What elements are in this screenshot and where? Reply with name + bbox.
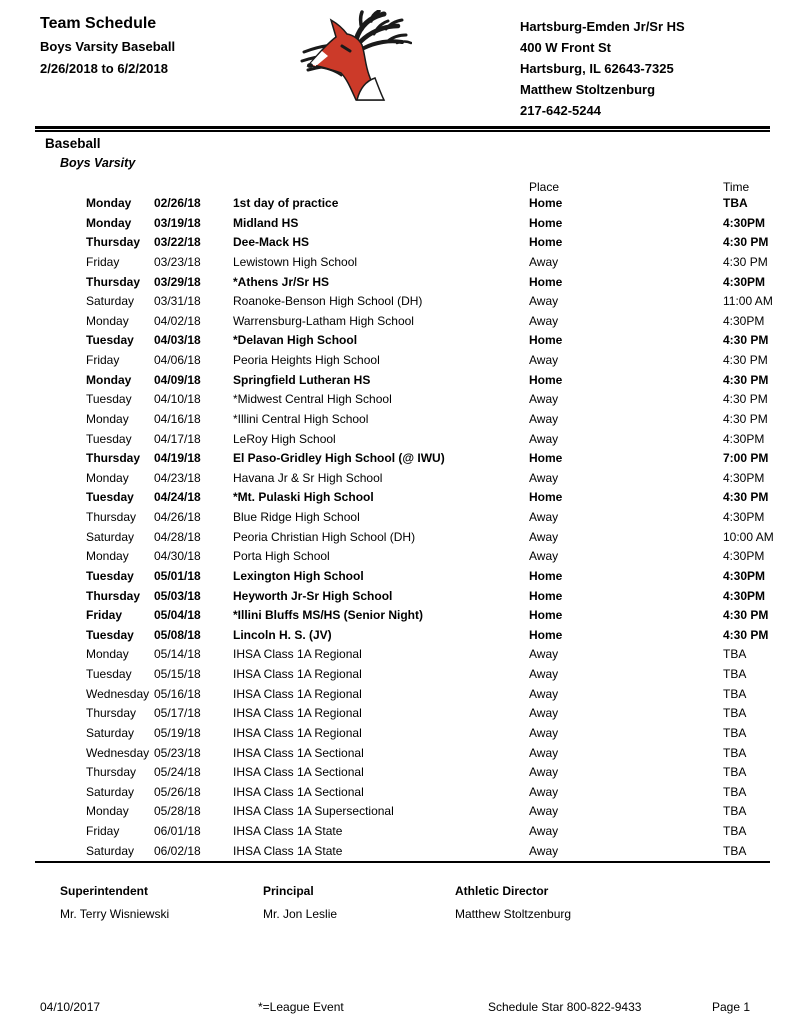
table-row <box>35 783 800 803</box>
row-day-cell: Wednesday <box>86 745 150 760</box>
row-place-cell: Away <box>529 824 559 838</box>
table-row <box>35 645 800 665</box>
row-event-cell: IHSA Class 1A Regional <box>233 647 362 662</box>
row-date-cell: 05/14/18 <box>154 647 201 662</box>
row-time-cell: TBA <box>723 647 747 662</box>
row-day-cell: Monday <box>86 196 132 210</box>
table-row <box>35 410 800 430</box>
row-place-cell: Away <box>529 313 559 328</box>
row-place-cell: Away <box>529 411 559 426</box>
table-row <box>35 312 800 332</box>
row-time-cell: TBA <box>723 843 747 858</box>
row-date-cell: 05/16/18 <box>154 686 201 701</box>
row-event-cell: Lewistown High School <box>233 254 358 269</box>
row-date-cell: 05/04/18 <box>154 608 201 623</box>
row-time-cell: TBA <box>723 784 747 799</box>
row-date-cell: 05/28/18 <box>154 804 201 819</box>
table-row <box>35 430 800 450</box>
row-day-cell: Monday <box>86 313 129 328</box>
table-row <box>35 331 800 351</box>
footer-page-number: Page 1 <box>712 1000 751 1014</box>
row-day-cell: Monday <box>86 215 132 230</box>
row-date-cell: 04/19/18 <box>154 451 201 466</box>
row-time-cell: 4:30 PM <box>723 372 769 387</box>
row-time-cell: TBA <box>723 824 747 838</box>
table-row <box>35 842 800 862</box>
row-day-cell: Saturday <box>86 529 135 544</box>
table-row <box>35 724 800 744</box>
row-time-cell: 7:00 PM <box>723 451 769 466</box>
row-date-cell: 02/26/18 <box>154 196 201 210</box>
row-place-cell: Away <box>529 294 559 309</box>
footer-vendor: Schedule Star 800-822-9433 <box>488 1000 642 1014</box>
level-title: Boys Varsity <box>60 156 136 170</box>
row-time-cell: 4:30PM <box>723 470 765 485</box>
row-time-cell: TBA <box>723 745 747 760</box>
row-event-cell: Roanoke-Benson High School (DH) <box>233 294 423 309</box>
row-date-cell: 04/10/18 <box>154 392 201 407</box>
sport-title: Baseball <box>45 136 101 151</box>
row-day-cell: Tuesday <box>86 431 132 446</box>
table-row <box>35 488 800 508</box>
row-day-cell: Friday <box>86 353 120 367</box>
table-row <box>35 802 800 822</box>
row-place-cell: Away <box>529 647 559 662</box>
row-place-cell: Home <box>529 451 563 466</box>
row-event-cell: El Paso-Gridley High School (@ IWU) <box>233 451 445 466</box>
row-place-cell: Home <box>529 588 563 603</box>
row-event-cell: Springfield Lutheran HS <box>233 372 371 387</box>
table-row <box>35 508 800 528</box>
row-place-cell: Away <box>529 549 559 564</box>
row-date-cell: 04/24/18 <box>154 490 201 505</box>
row-date-cell: 05/03/18 <box>154 588 201 603</box>
official-principal <box>263 884 337 921</box>
row-place-cell: Away <box>529 254 559 269</box>
row-event-cell: IHSA Class 1A Regional <box>233 667 362 681</box>
row-date-cell: 05/26/18 <box>154 784 201 799</box>
row-day-cell: Monday <box>86 647 129 662</box>
row-event-cell: *Delavan High School <box>233 333 358 348</box>
table-row <box>35 214 800 234</box>
row-place-cell: Away <box>529 392 559 407</box>
table-row <box>35 351 800 371</box>
row-time-cell: TBA <box>723 686 747 701</box>
footer-generated-date: 04/10/2017 <box>40 1000 101 1014</box>
col-place-header: Place <box>529 180 560 194</box>
col-day-header <box>86 180 154 194</box>
row-event-cell: IHSA Class 1A Sectional <box>233 765 364 780</box>
row-day-cell: Saturday <box>86 843 135 858</box>
official-name: Mr. Terry Wisniewski <box>60 907 170 921</box>
table-row <box>35 528 800 548</box>
row-place-cell: Home <box>529 274 563 289</box>
row-place-cell: Away <box>529 353 559 367</box>
row-event-cell: Lincoln H. S. (JV) <box>233 627 332 642</box>
table-row <box>35 704 800 724</box>
row-event-cell: *Illini Central High School <box>233 411 369 426</box>
table-row <box>35 567 800 587</box>
row-date-cell: 05/23/18 <box>154 745 201 760</box>
row-date-cell: 04/30/18 <box>154 549 201 564</box>
row-date-cell: 03/19/18 <box>154 215 201 230</box>
team-subtitle: Boys Varsity Baseball <box>40 39 176 54</box>
row-date-cell: 04/02/18 <box>154 313 201 328</box>
row-time-cell: TBA <box>723 667 747 681</box>
table-row <box>35 587 800 607</box>
table-row <box>35 822 800 842</box>
row-time-cell: 4:30PM <box>723 313 765 328</box>
row-event-cell: Peoria Heights High School <box>233 353 380 367</box>
row-place-cell: Away <box>529 706 559 721</box>
row-day-cell: Thursday <box>86 765 137 780</box>
row-day-cell: Monday <box>86 470 129 485</box>
row-date-cell: 06/02/18 <box>154 843 201 858</box>
row-place-cell: Away <box>529 529 559 544</box>
row-event-cell: IHSA Class 1A State <box>233 843 343 858</box>
row-day-cell: Thursday <box>86 451 141 466</box>
row-time-cell: 4:30 PM <box>723 490 769 505</box>
row-date-cell: 03/31/18 <box>154 294 201 309</box>
table-row <box>35 449 800 469</box>
row-event-cell: Dee-Mack HS <box>233 235 310 250</box>
row-event-cell: Porta High School <box>233 549 330 564</box>
row-place-cell: Away <box>529 470 559 485</box>
row-day-cell: Tuesday <box>86 667 132 681</box>
row-date-cell: 04/28/18 <box>154 529 201 544</box>
row-place-cell: Home <box>529 372 563 387</box>
row-day-cell: Tuesday <box>86 333 134 348</box>
table-row <box>35 547 800 567</box>
row-date-cell: 05/15/18 <box>154 667 201 681</box>
row-time-cell: TBA <box>723 725 747 740</box>
row-place-cell: Home <box>529 627 563 642</box>
footer-league-legend: *=League Event <box>258 1000 344 1014</box>
row-place-cell: Away <box>529 804 559 819</box>
row-place-cell: Away <box>529 510 559 524</box>
table-row <box>35 233 800 253</box>
row-place-cell: Home <box>529 333 563 348</box>
row-event-cell: IHSA Class 1A Supersectional <box>233 804 394 819</box>
row-event-cell: Heyworth Jr-Sr High School <box>233 588 393 603</box>
contact-name: Matthew Stoltzenburg <box>520 82 656 97</box>
row-event-cell: IHSA Class 1A Sectional <box>233 745 364 760</box>
table-row <box>35 606 800 626</box>
row-event-cell: Havana Jr & Sr High School <box>233 470 383 485</box>
row-day-cell: Friday <box>86 254 120 269</box>
row-day-cell: Thursday <box>86 706 137 721</box>
row-date-cell: 04/23/18 <box>154 470 201 485</box>
row-event-cell: IHSA Class 1A State <box>233 824 343 838</box>
row-day-cell: Monday <box>86 411 129 426</box>
row-time-cell: 10:00 AM <box>723 529 774 544</box>
row-time-cell: 4:30PM <box>723 510 765 524</box>
row-time-cell: 4:30 PM <box>723 333 769 348</box>
header-divider-double-rule <box>35 126 770 132</box>
row-day-cell: Saturday <box>86 725 135 740</box>
row-event-cell: IHSA Class 1A Regional <box>233 686 362 701</box>
school-name: Hartsburg-Emden Jr/Sr HS <box>520 19 685 34</box>
row-day-cell: Friday <box>86 824 120 838</box>
row-place-cell: Home <box>529 235 563 250</box>
contact-phone: 217-642-5244 <box>520 103 601 118</box>
row-date-cell: 03/22/18 <box>154 235 201 250</box>
row-time-cell: 4:30PM <box>723 274 766 289</box>
row-event-cell: *Midwest Central High School <box>233 392 392 407</box>
row-time-cell: 4:30 PM <box>723 411 768 426</box>
row-date-cell: 04/09/18 <box>154 372 201 387</box>
row-place-cell: Home <box>529 196 563 210</box>
row-place-cell: Away <box>529 765 559 780</box>
row-time-cell: 4:30 PM <box>723 392 768 407</box>
row-place-cell: Away <box>529 431 559 446</box>
table-bottom-rule <box>35 861 770 863</box>
table-row <box>35 371 800 391</box>
row-date-cell: 04/03/18 <box>154 333 201 348</box>
row-time-cell: TBA <box>723 706 747 721</box>
deer-mascot-logo-icon <box>300 10 412 102</box>
row-place-cell: Home <box>529 608 563 623</box>
row-place-cell: Home <box>529 215 563 230</box>
row-place-cell: Away <box>529 843 559 858</box>
col-event-header <box>233 180 529 194</box>
row-event-cell: Midland HS <box>233 215 299 230</box>
row-date-cell: 05/17/18 <box>154 706 201 721</box>
row-event-cell: *Mt. Pulaski High School <box>233 490 374 505</box>
row-time-cell: 4:30 PM <box>723 235 769 250</box>
official-title: Superintendent <box>60 884 149 898</box>
col-date-header <box>154 180 233 194</box>
row-date-cell: 05/19/18 <box>154 725 201 740</box>
row-day-cell: Friday <box>86 608 123 623</box>
official-title: Principal <box>263 884 314 898</box>
row-event-cell: IHSA Class 1A Sectional <box>233 784 364 799</box>
row-day-cell: Monday <box>86 372 132 387</box>
row-day-cell: Thursday <box>86 235 141 250</box>
row-event-cell: Peoria Christian High School (DH) <box>233 529 416 544</box>
row-date-cell: 04/26/18 <box>154 510 201 524</box>
table-row <box>35 744 800 764</box>
row-place-cell: Away <box>529 784 559 799</box>
table-row <box>35 469 800 489</box>
row-day-cell: Tuesday <box>86 490 134 505</box>
table-row <box>35 390 800 410</box>
row-event-cell: IHSA Class 1A Regional <box>233 706 362 721</box>
table-row <box>35 273 800 293</box>
row-time-cell: 4:30PM <box>723 215 766 230</box>
row-place-cell: Away <box>529 667 559 681</box>
row-time-cell: TBA <box>723 196 748 210</box>
row-place-cell: Home <box>529 490 563 505</box>
official-athletic-director <box>455 884 571 921</box>
row-place-cell: Away <box>529 745 559 760</box>
row-day-cell: Saturday <box>86 784 135 799</box>
row-time-cell: 4:30 PM <box>723 353 768 367</box>
table-row <box>35 292 800 312</box>
row-day-cell: Tuesday <box>86 392 132 407</box>
row-event-cell: LeRoy High School <box>233 431 336 446</box>
row-day-cell: Wednesday <box>86 686 150 701</box>
row-date-cell: 05/08/18 <box>154 627 201 642</box>
row-date-cell: 04/06/18 <box>154 353 201 367</box>
row-date-cell: 05/24/18 <box>154 765 201 780</box>
table-row <box>35 763 800 783</box>
row-event-cell: IHSA Class 1A Regional <box>233 725 362 740</box>
row-event-cell: Blue Ridge High School <box>233 510 360 524</box>
row-time-cell: 4:30PM <box>723 568 766 583</box>
row-event-cell: Warrensburg-Latham High School <box>233 313 414 328</box>
date-range: 2/26/2018 to 6/2/2018 <box>40 61 168 76</box>
row-time-cell: 4:30PM <box>723 549 765 564</box>
row-event-cell: *Illini Bluffs MS/HS (Senior Night) <box>233 608 423 623</box>
row-day-cell: Monday <box>86 804 129 819</box>
school-city: Hartsburg, IL 62643-7325 <box>520 61 674 76</box>
row-place-cell: Away <box>529 725 559 740</box>
row-day-cell: Thursday <box>86 588 141 603</box>
row-day-cell: Thursday <box>86 510 137 524</box>
official-title: Athletic Director <box>455 884 549 898</box>
row-event-cell: 1st day of practice <box>233 196 339 210</box>
row-date-cell: 03/29/18 <box>154 274 201 289</box>
school-info-block <box>520 16 685 121</box>
row-time-cell: TBA <box>723 765 747 780</box>
schedule-header-row <box>35 180 800 194</box>
row-day-cell: Tuesday <box>86 568 134 583</box>
col-time-header: Time <box>723 180 750 194</box>
row-time-cell: TBA <box>723 804 747 819</box>
row-event-cell: Lexington High School <box>233 568 364 583</box>
schedule-rows <box>35 194 800 861</box>
table-row <box>35 253 800 273</box>
row-day-cell: Thursday <box>86 274 141 289</box>
row-day-cell: Tuesday <box>86 627 134 642</box>
row-time-cell: 4:30 PM <box>723 627 769 642</box>
row-time-cell: 4:30PM <box>723 588 766 603</box>
row-place-cell: Home <box>529 568 563 583</box>
page-title: Team Schedule <box>40 15 157 32</box>
row-time-cell: 4:30PM <box>723 431 765 446</box>
table-row <box>35 626 800 646</box>
row-event-cell: *Athens Jr/Sr HS <box>233 274 330 289</box>
table-row <box>35 685 800 705</box>
row-date-cell: 04/16/18 <box>154 411 201 426</box>
official-name: Mr. Jon Leslie <box>263 907 338 921</box>
official-superintendent <box>60 884 169 921</box>
row-time-cell: 4:30 PM <box>723 608 769 623</box>
schedule-table <box>35 180 800 861</box>
row-place-cell: Away <box>529 686 559 701</box>
table-row <box>35 665 800 685</box>
row-day-cell: Monday <box>86 549 129 564</box>
school-street: 400 W Front St <box>520 40 612 55</box>
row-date-cell: 05/01/18 <box>154 568 201 583</box>
row-day-cell: Saturday <box>86 294 135 309</box>
row-date-cell: 04/17/18 <box>154 431 201 446</box>
row-date-cell: 03/23/18 <box>154 254 201 269</box>
official-name: Matthew Stoltzenburg <box>455 907 572 921</box>
report-header-left <box>40 15 175 76</box>
table-row <box>35 194 800 214</box>
row-time-cell: 4:30 PM <box>723 254 768 269</box>
row-date-cell: 06/01/18 <box>154 824 201 838</box>
row-time-cell: 11:00 AM <box>723 294 773 309</box>
